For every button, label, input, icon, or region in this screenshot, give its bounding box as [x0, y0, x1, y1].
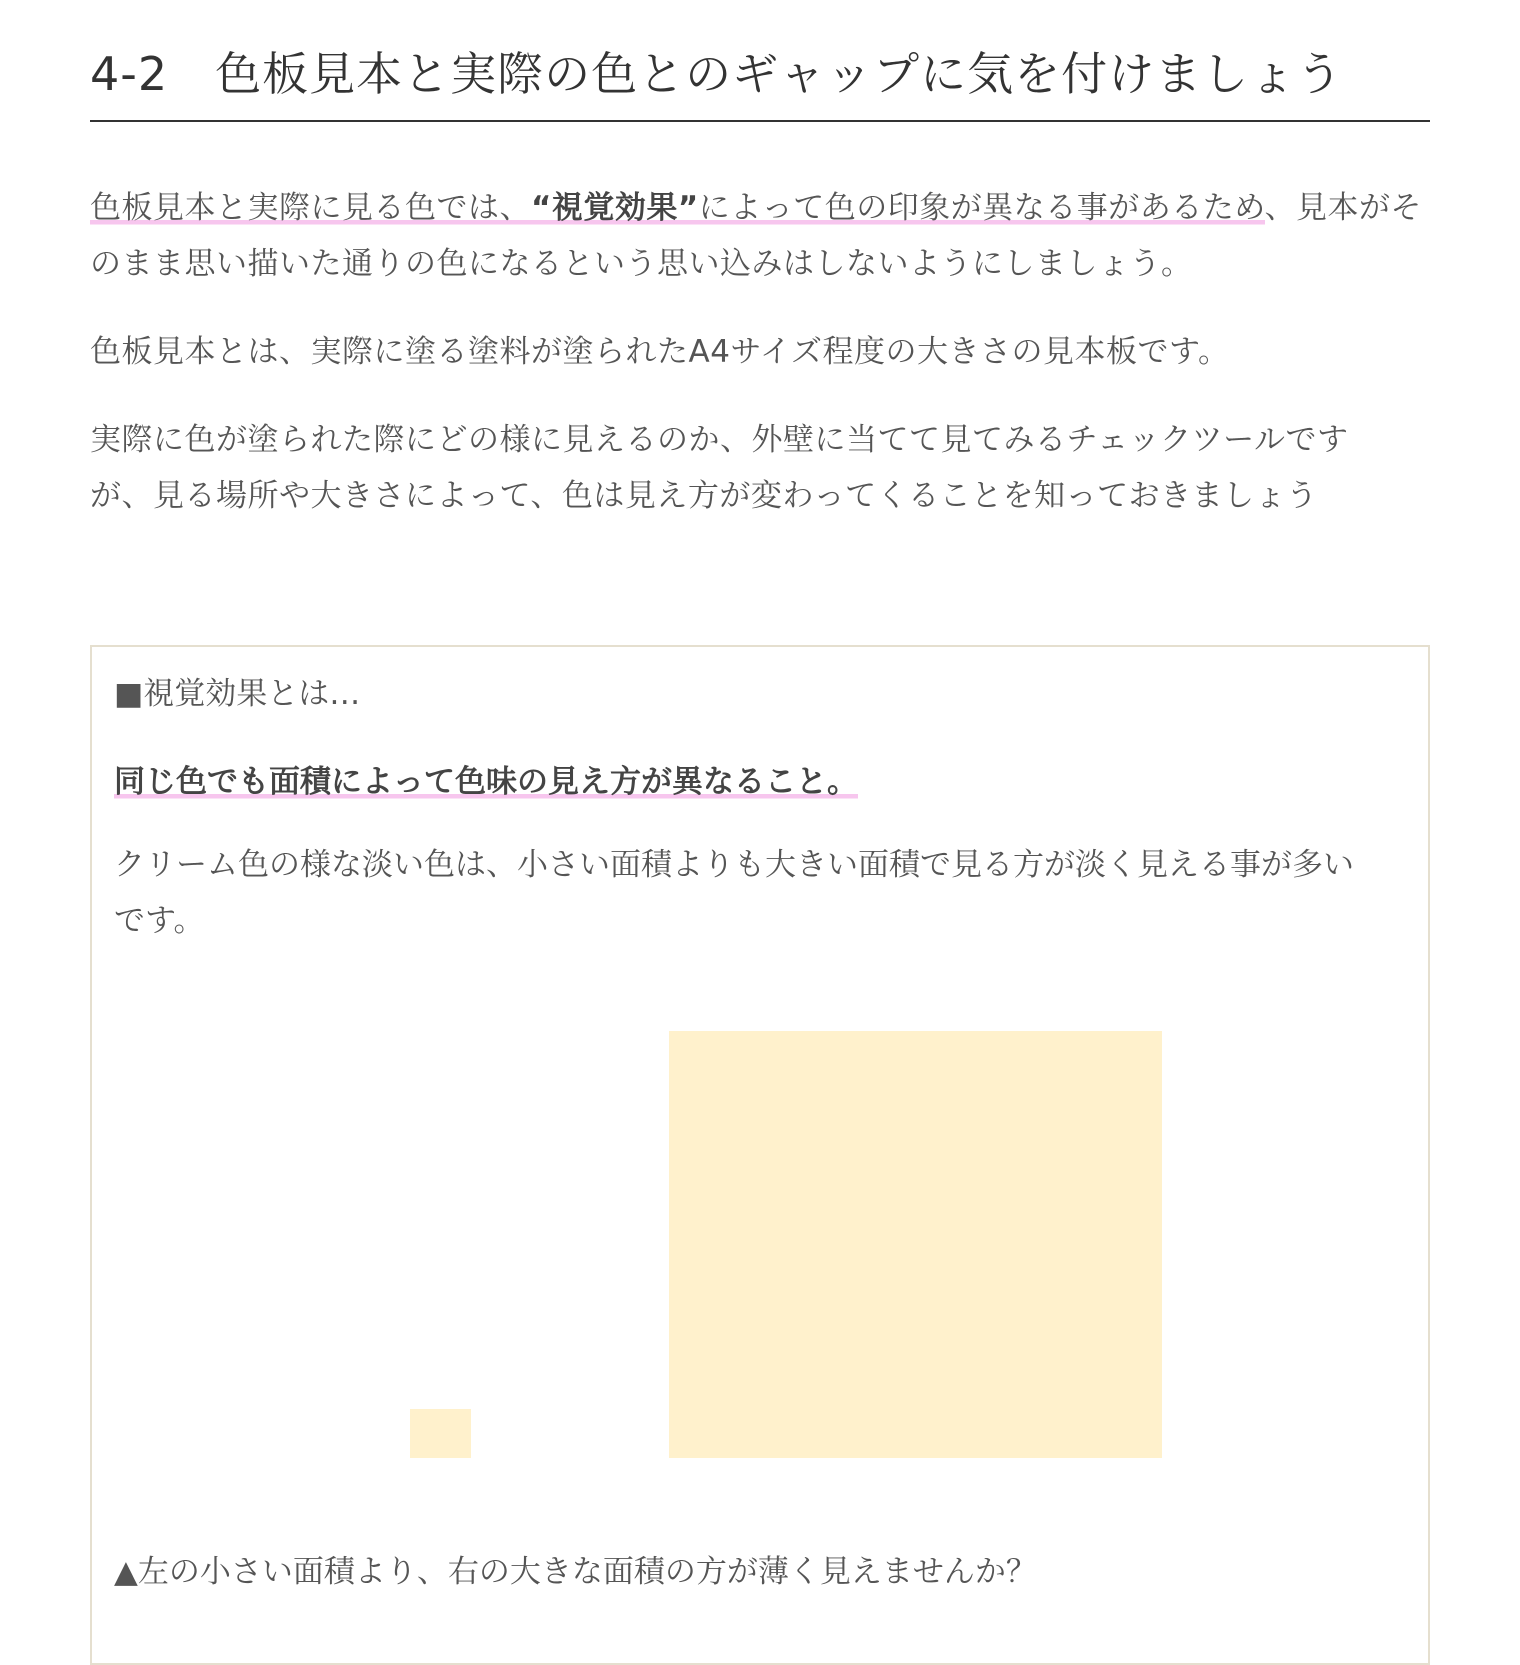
small-cream-swatch [410, 1409, 471, 1458]
section-heading: 4-2 色板見本と実際の色とのギャップに気を付けましょう [90, 0, 1430, 122]
visual-effect-term: “視覚効果” [531, 190, 699, 226]
box-lead: 同じ色でも面積によって色味の見え方が異なること。 [114, 764, 858, 800]
explanation-paragraph: 実際に色が塗られた際にどの様に見えるのか、外壁に当てて見てみるチェックツールですが、見る場所や大きさによって、色は見え方が変わってくることを知っておきましょう [90, 422, 1349, 514]
definition-paragraph: 色板見本とは、実際に塗る塗料が塗られたA4サイズ程度の大きさの見本板です。 [90, 334, 1230, 370]
highlighted-text: 色板見本と実際に見る色では、“視覚効果”によって色の印象が異なる事があるため [90, 190, 1265, 226]
visual-effect-box [90, 645, 1430, 1665]
large-cream-swatch [669, 1031, 1162, 1458]
box-title: ■視覚効果とは… [114, 676, 361, 712]
box-caption: ▲左の小さい面積より、右の大きな面積の方が薄く見えませんか？ [114, 1554, 1037, 1590]
article [90, 0, 1430, 514]
box-body: クリーム色の様な淡い色は、小さい面積よりも大きい面積で見る方が淡く見える事が多いです。 [114, 847, 1354, 939]
intro-paragraph: 色板見本と実際に見る色では、“視覚効果”によって色の印象が異なる事があるため、見本がそのまま思い描いた通りの色になるという思い込みはしないようにしましょう。 [90, 190, 1423, 282]
